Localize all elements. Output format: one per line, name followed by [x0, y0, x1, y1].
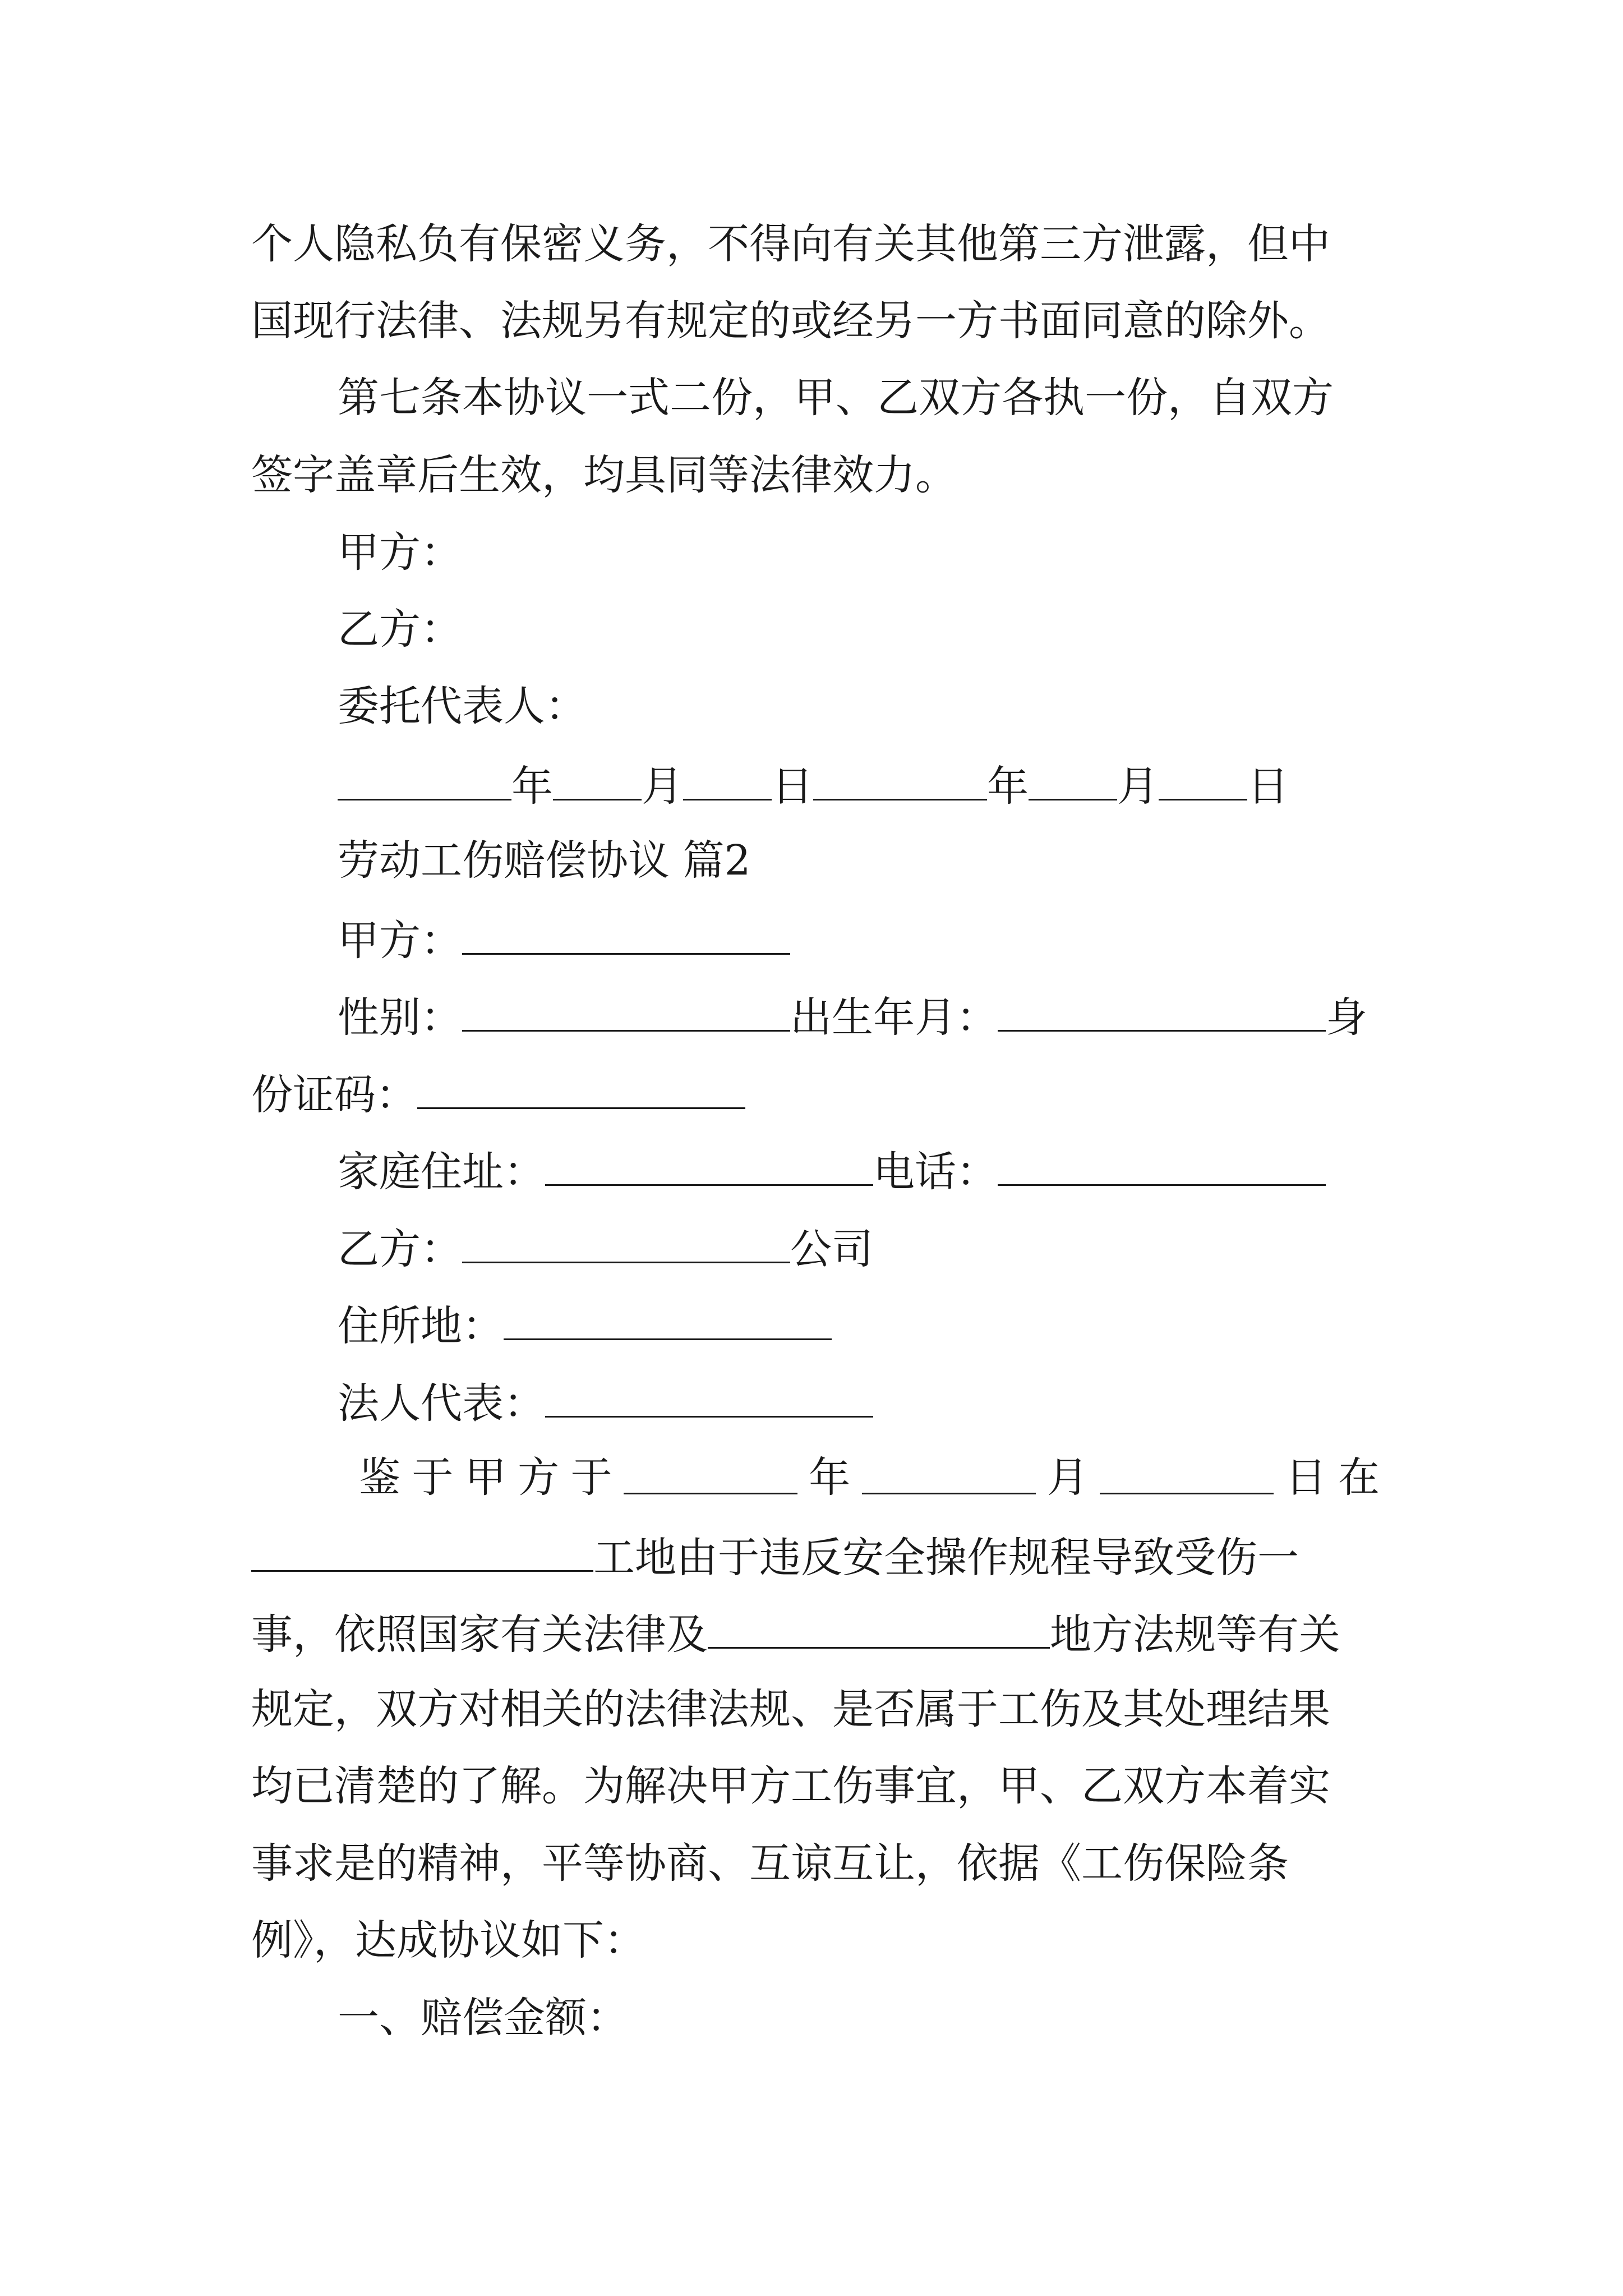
whereas-char-1: 鉴 [359, 1453, 400, 1502]
signature-party-b: 乙方： [338, 605, 462, 654]
blank-year-2 [813, 763, 987, 800]
signature-date-line [338, 762, 1289, 811]
whereas-char-5: 于 [570, 1453, 612, 1502]
field-id-row [251, 1071, 745, 1119]
field-phone-blank [998, 1148, 1326, 1186]
whereas-char-4: 方 [518, 1453, 560, 1502]
field-legal-rep-blank [545, 1380, 873, 1418]
field-id-label-start: 身 [1326, 993, 1367, 1042]
field-party-a-blank [462, 917, 790, 955]
field-birth-label: 出生年月： [790, 993, 998, 1042]
field-gender-label: 性别： [338, 993, 462, 1042]
para-whereas-line1 [359, 1453, 1380, 1502]
date-day-1: 日 [772, 762, 813, 811]
para-whereas-line2 [251, 1534, 1299, 1582]
para-whereas-line5: 均已清楚的了解。为解决甲方工伤事宜，甲、乙双方本着实 [251, 1762, 1330, 1810]
whereas-site-blank [251, 1534, 593, 1572]
field-party-a-label: 甲方： [338, 917, 462, 965]
field-id-label: 份证码： [251, 1071, 417, 1119]
signature-party-a: 甲方： [338, 528, 462, 577]
whereas-day-blank [1100, 1457, 1274, 1494]
field-party-b-blank [462, 1226, 790, 1263]
para-article7-line1: 第七条本协议一式二份，甲、乙双方各执一份，自双方 [338, 374, 1334, 422]
whereas-line3-text-b: 地方法规等有关 [1050, 1611, 1340, 1659]
date-year-2: 年 [987, 762, 1029, 811]
field-address-blank [545, 1148, 873, 1186]
para-whereas-line7: 例》，达成协议如下： [251, 1916, 645, 1964]
whereas-year-blank [624, 1457, 797, 1494]
whereas-at: 在 [1338, 1453, 1380, 1502]
field-party-a [338, 917, 790, 965]
section-title-part2: 劳动工伤赔偿协议 篇2 [338, 836, 751, 885]
field-gender-birth-row [338, 993, 1367, 1042]
whereas-month: 月 [1046, 1453, 1089, 1502]
field-address-label: 家庭住址： [338, 1148, 545, 1196]
date-month-1: 月 [642, 762, 683, 811]
field-company-suffix: 公司 [790, 1225, 873, 1273]
whereas-month-blank [862, 1457, 1036, 1494]
blank-day-2 [1159, 763, 1247, 800]
date-month-2: 月 [1117, 762, 1159, 811]
para-privacy-line1: 个人隐私负有保密义务，不得向有关其他第三方泄露，但中 [251, 220, 1330, 268]
field-party-b-label: 乙方： [338, 1225, 462, 1273]
whereas-char-3: 甲 [464, 1453, 506, 1502]
para-whereas-line3 [251, 1611, 1340, 1659]
field-residence-row [338, 1302, 832, 1350]
field-address-phone-row [338, 1148, 1326, 1196]
date-year-1: 年 [511, 762, 553, 811]
para-whereas-line4: 规定，双方对相关的法律法规、是否属于工伤及其处理结果 [251, 1685, 1330, 1733]
para-article7-line2: 签字盖章后生效，均具同等法律效力。 [251, 451, 957, 499]
field-residence-label: 住所地： [338, 1302, 504, 1350]
blank-day-1 [683, 763, 772, 800]
signature-representative: 委托代表人： [338, 682, 587, 730]
field-id-blank [417, 1071, 745, 1109]
field-party-b-row [338, 1225, 873, 1273]
blank-month-1 [553, 763, 642, 800]
whereas-line3-text-a: 事，依照国家有关法律及 [251, 1611, 708, 1659]
whereas-day: 日 [1285, 1453, 1327, 1502]
para-privacy-line2: 国现行法律、法规另有规定的或经另一方书面同意的除外。 [251, 297, 1330, 345]
field-legal-rep-row [338, 1379, 873, 1428]
field-birth-blank [998, 994, 1326, 1032]
blank-year-1 [338, 763, 511, 800]
section-compensation-heading: 一、赔偿金额： [338, 1994, 628, 2042]
field-residence-blank [504, 1303, 832, 1340]
whereas-char-2: 于 [412, 1453, 454, 1502]
date-day-2: 日 [1247, 762, 1289, 811]
blank-month-2 [1029, 763, 1117, 800]
field-legal-rep-label: 法人代表： [338, 1379, 545, 1428]
whereas-region-blank [708, 1611, 1050, 1649]
whereas-year: 年 [809, 1453, 851, 1502]
whereas-line2-text: 工地由于违反安全操作规程导致受伤一 [593, 1534, 1299, 1582]
field-phone-label: 电话： [873, 1148, 998, 1196]
para-whereas-line6: 事求是的精神，平等协商、互谅互让，依据《工伤保险条 [251, 1839, 1289, 1888]
field-gender-blank [462, 994, 790, 1032]
